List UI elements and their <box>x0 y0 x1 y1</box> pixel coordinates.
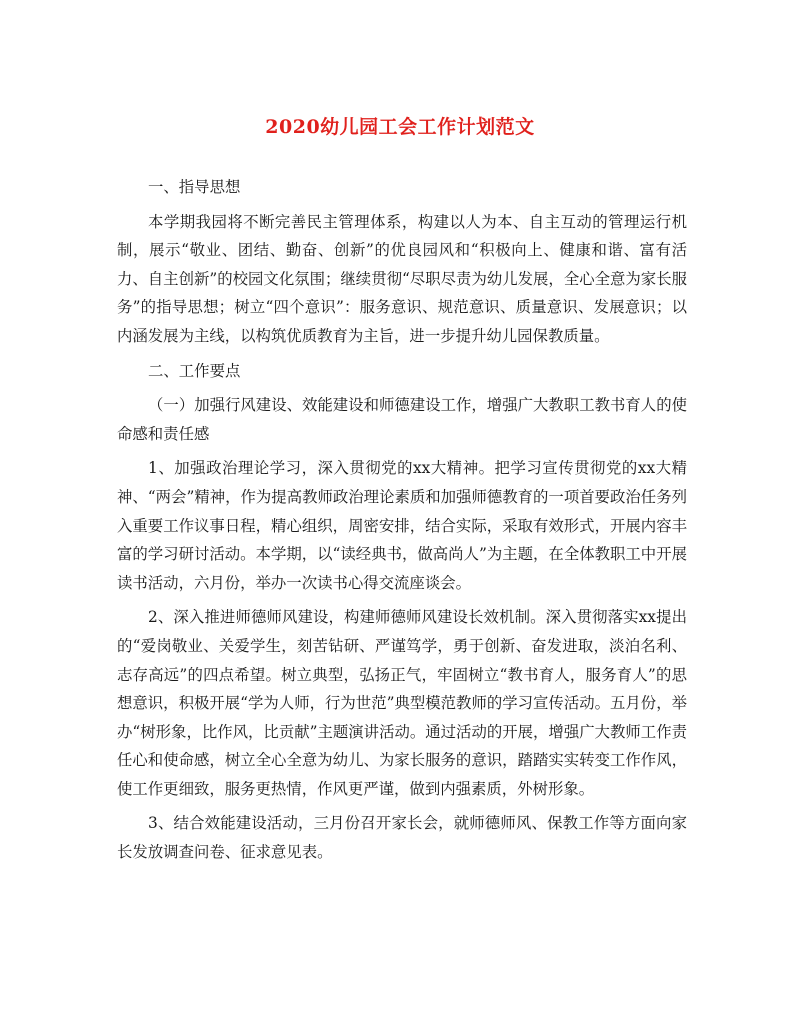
paragraph-item-1: 1、加强政治理论学习，深入贯彻党的xx大精神。把学习宣传贯彻党的xx大精神、“两会”精神，作为提高教师政治理论素质和加强师德教育的一项首要政治任务列入重要工作议事日程，精心组织，周密安排，结合实际，采取有效形式，开展内容丰富的学习研讨活动。本学期，以“读经典书，做高尚人”为主题，在全体教职工中开展读书活动，六月份，举办一次读书心得交流座谈会。 <box>117 459 687 592</box>
subsection-heading-ethics: （一）加强行风建设、效能建设和师德建设工作，增强广大教职工教书育人的使命感和责任感 <box>117 396 687 443</box>
paragraph-guiding-ideology: 本学期我园将不断完善民主管理体系，构建以人为本、自主互动的管理运行机制，展示“敬业、团结、勤奋、创新”的优良园风和“积极向上、健康和谐、富有活力、自主创新”的校园文化氛围；继续贯彻“尽职尽责为幼儿发展，全心全意为家长服务”的指导思想；树立“四个意识”：服务意识、规范意识、质量意识、发展意识；以内涵发展为主线，以构筑优质教育为主旨，进一步提升幼儿园保教质量。 <box>117 212 687 345</box>
document-body <box>117 173 687 873</box>
document-title: 2020幼儿园工会工作计划范文 <box>265 116 535 138</box>
section-heading-work-points: 二、工作要点 <box>148 361 241 380</box>
section-heading-guiding-ideology: 一、指导思想 <box>148 178 241 196</box>
paragraph-item-2: 2、深入推进师德师风建设，构建师德师风建设长效机制。深入贯彻落实xx提出的“爱岗敬业、关爱学生，刻苦钻研、严谨笃学，勇于创新、奋发进取，淡泊名利、志存高远”的四点希望。树立典型，弘扬正气，牢固树立“教书育人，服务育人”的思想意识，积极开展“学为人师，行为世范”典型模范教师的学习宣传活动。五月份，举办“树形象，比作风，比贡献”主题演讲活动。通过活动的开展，增强广大教师工作责任心和使命感，树立全心全意为幼儿、为家长服务的意识，踏踏实实转变工作作风，使工作更细致，服务更热情，作风更严谨，做到内强素质，外树形象。 <box>117 608 687 798</box>
paragraph-item-3: 3、结合效能建设活动，三月份召开家长会，就师德师风、保教工作等方面向家长发放调查问卷、征求意见表。 <box>117 814 687 862</box>
